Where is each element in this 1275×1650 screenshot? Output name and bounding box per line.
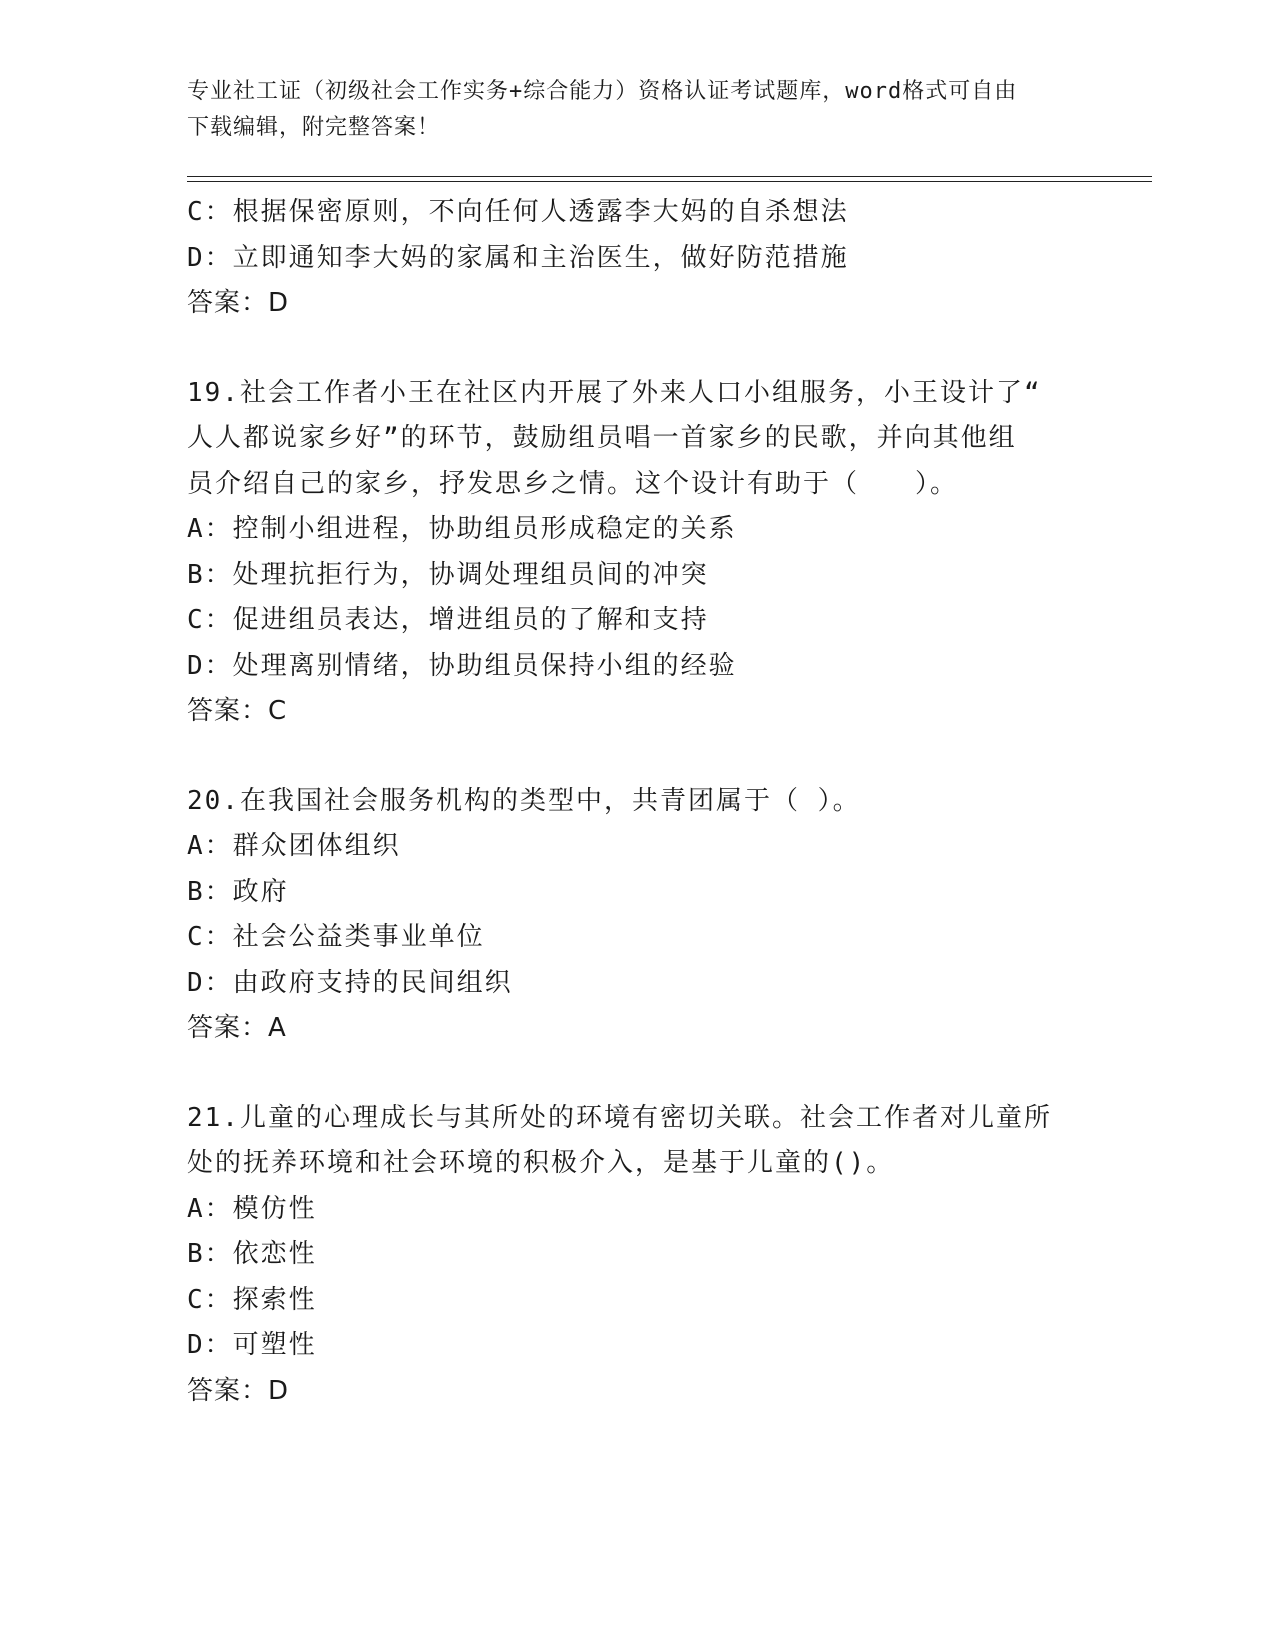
option-a: A：模仿性	[187, 1193, 317, 1224]
document-header	[187, 74, 1087, 146]
question-stem-line: 19.社会工作者小王在社区内开展了外来人口小组服务，小王设计了“	[187, 377, 1042, 408]
option-d: D：立即通知李大妈的家属和主治医生，做好防范措施	[187, 242, 849, 273]
answer-line: 答案：D	[187, 1375, 290, 1406]
option-a: A：群众团体组织	[187, 831, 401, 861]
continued-question	[187, 190, 1087, 327]
option-b: B：处理抗拒行为，协调处理组员间的冲突	[187, 559, 709, 590]
option-a: A：控制小组进程，协助组员形成稳定的关系	[187, 514, 737, 544]
answer-line: 答案：D	[187, 288, 290, 318]
question-stem-line: 人人都说家乡好”的环节，鼓励组员唱一首家乡的民歌，并向其他组	[187, 423, 1017, 453]
question-content	[187, 190, 1087, 1414]
question-19	[187, 371, 1087, 735]
spacer	[187, 327, 1087, 371]
option-c: C：促进组员表达，增进组员的了解和支持	[187, 605, 709, 635]
option-d: D：由政府支持的民间组织	[187, 967, 513, 998]
question-21	[187, 1096, 1087, 1415]
question-20	[187, 779, 1087, 1052]
option-d: D：可塑性	[187, 1330, 317, 1360]
answer-line: 答案：A	[187, 1013, 287, 1043]
header-line-2: 下载编辑，附完整答案！	[187, 115, 441, 140]
option-d: D：处理离别情绪，协助组员保持小组的经验	[187, 650, 737, 681]
option-c: C：根据保密原则，不向任何人透露李大妈的自杀想法	[187, 197, 849, 227]
question-stem-line: 员介绍自己的家乡，抒发思乡之情。这个设计有助于（ ）。	[187, 468, 959, 499]
header-divider-bottom	[187, 181, 1152, 182]
header-divider-top	[187, 176, 1152, 177]
spacer	[187, 1052, 1087, 1096]
option-b: B：依恋性	[187, 1239, 317, 1269]
option-c: C：探索性	[187, 1284, 317, 1315]
option-b: B：政府	[187, 876, 289, 907]
option-c: C：社会公益类事业单位	[187, 922, 485, 952]
answer-line: 答案：C	[187, 696, 288, 726]
question-stem-line: 21.儿童的心理成长与其所处的环境有密切关联。社会工作者对儿童所	[187, 1102, 1052, 1133]
header-line-1: 专业社工证（初级社会工作实务+综合能力）资格认证考试题库，word格式可自由	[187, 79, 1018, 104]
question-stem-line: 20.在我国社会服务机构的类型中，共青团属于（ ）。	[187, 785, 861, 816]
question-stem-line: 处的抚养环境和社会环境的积极介入，是基于儿童的()。	[187, 1148, 895, 1178]
spacer	[187, 735, 1087, 779]
